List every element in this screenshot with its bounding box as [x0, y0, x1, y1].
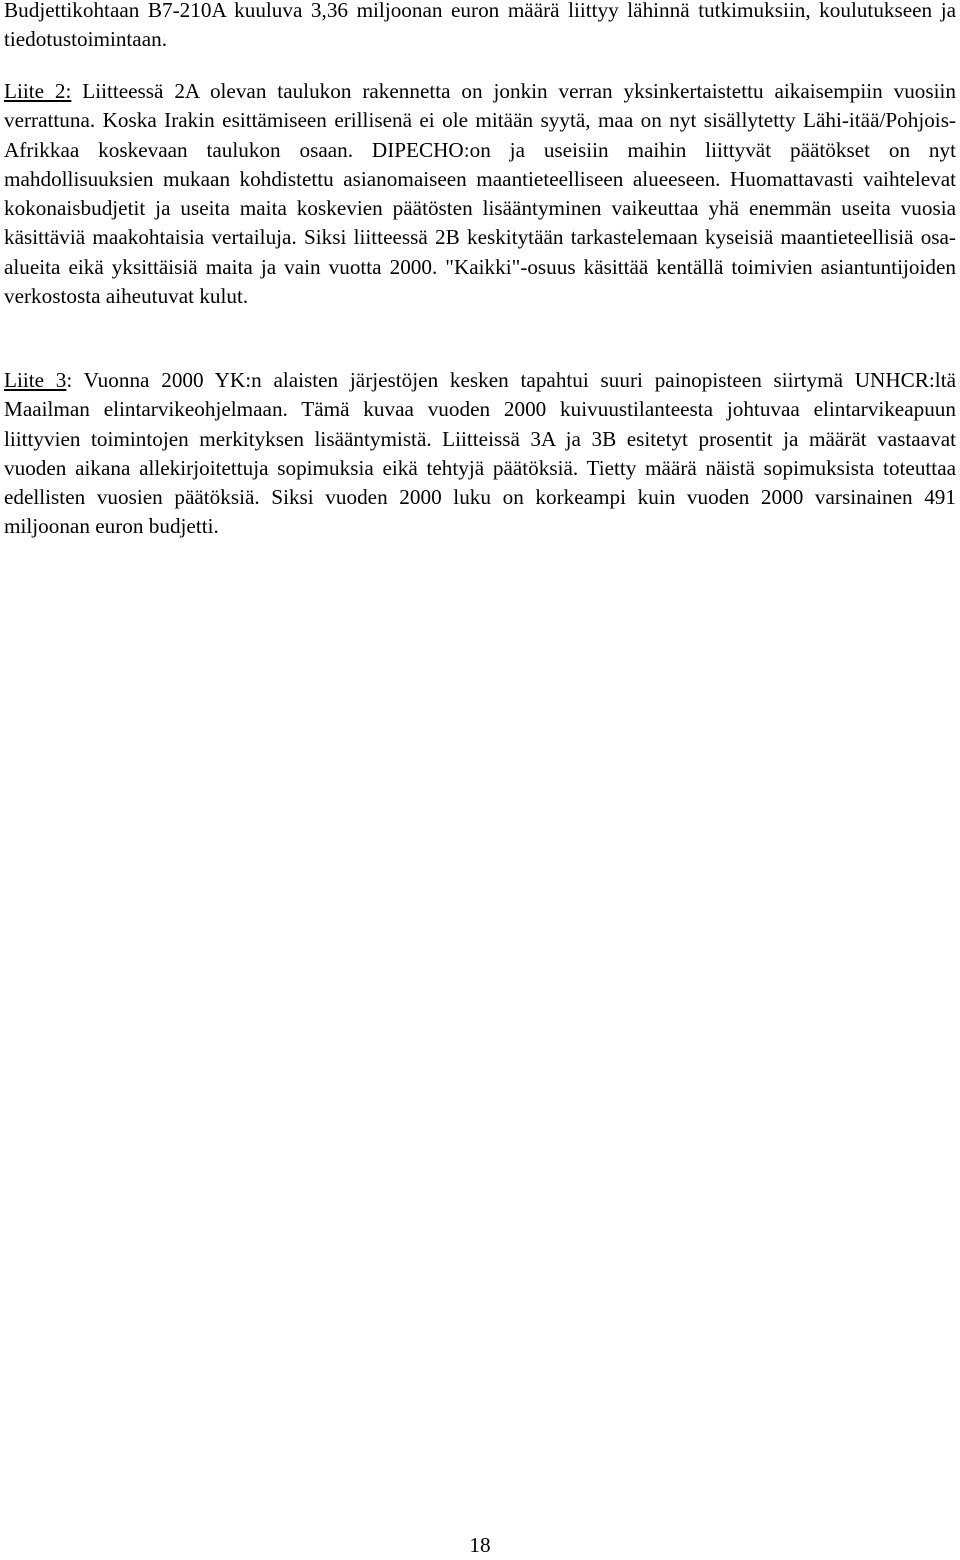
reference-separator: : [66, 368, 84, 392]
reference-separator [71, 79, 82, 103]
paragraph-annex-3 [4, 366, 956, 542]
paragraph-text: Vuonna 2000 YK:n alaisten järjestöjen kesken tapahtui suuri painopisteen siirtymä UNHCR:ltä Maailman elintarvikeohjelmaan. Tämä kuvaa vuoden 2000 kuivuustilanteesta johtuvaa elintarvikeapuun liittyvien toimintojen merkityksen lisääntymistä. Liitteissä 3A ja 3B esitetyt prosentit ja määrät vastaavat vuoden aikana allekirjoitettuja sopimuksia eikä tehtyjä päätöksiä. Tietty määrä näistä sopimuksista toteuttaa edellisten vuosien päätöksiä. Siksi vuoden 2000 luku on korkeampi kuin vuoden 2000 varsinainen 491 miljoonan euron budjetti. [4, 368, 956, 539]
paragraph-budget-item [4, 0, 956, 55]
paragraph-annex-2 [4, 77, 956, 311]
paragraph-text: Liitteessä 2A olevan taulukon rakennetta on jonkin verran yksinkertaistettu aikaisempiin vuosiin verrattuna. Koska Irakin esittämiseen erillisenä ei ole mitään syytä, maa on nyt sisällytetty Lähi-itää/Pohjois-Afrikkaa koskevaan taulukon osaan. DIPECHO:on ja useisiin maihin liittyvät päätökset on nyt mahdollisuuksien mukaan kohdistettu asianomaiseen maantieteelliseen alueeseen. Huomattavasti vaihtelevat kokonaisbudjetit ja useita maita koskevien päätösten lisääntyminen vaikeuttaa yhä enemmän useita vuosia käsittäviä maakohtaisia vertailuja. Siksi liitteessä 2B keskitytään tarkastelemaan kyseisiä maantieteellisiä osa-alueita eikä yksittäisiä maita ja vain vuotta 2000. "Kaikki"-osuus käsittää kentällä toimivien asiantuntijoiden verkostosta aiheutuvat kulut. [4, 79, 956, 309]
paragraph-text: Budjettikohtaan B7-210A kuuluva 3,36 miljoonan euron määrä liittyy lähinnä tutkimuksiin, koulutukseen ja tiedotustoimintaan. [4, 0, 956, 52]
annex-2-reference: Liite 2: [4, 79, 72, 103]
page-number: 18 [469, 1533, 491, 1557]
annex-3-reference: Liite 3 [4, 368, 67, 392]
